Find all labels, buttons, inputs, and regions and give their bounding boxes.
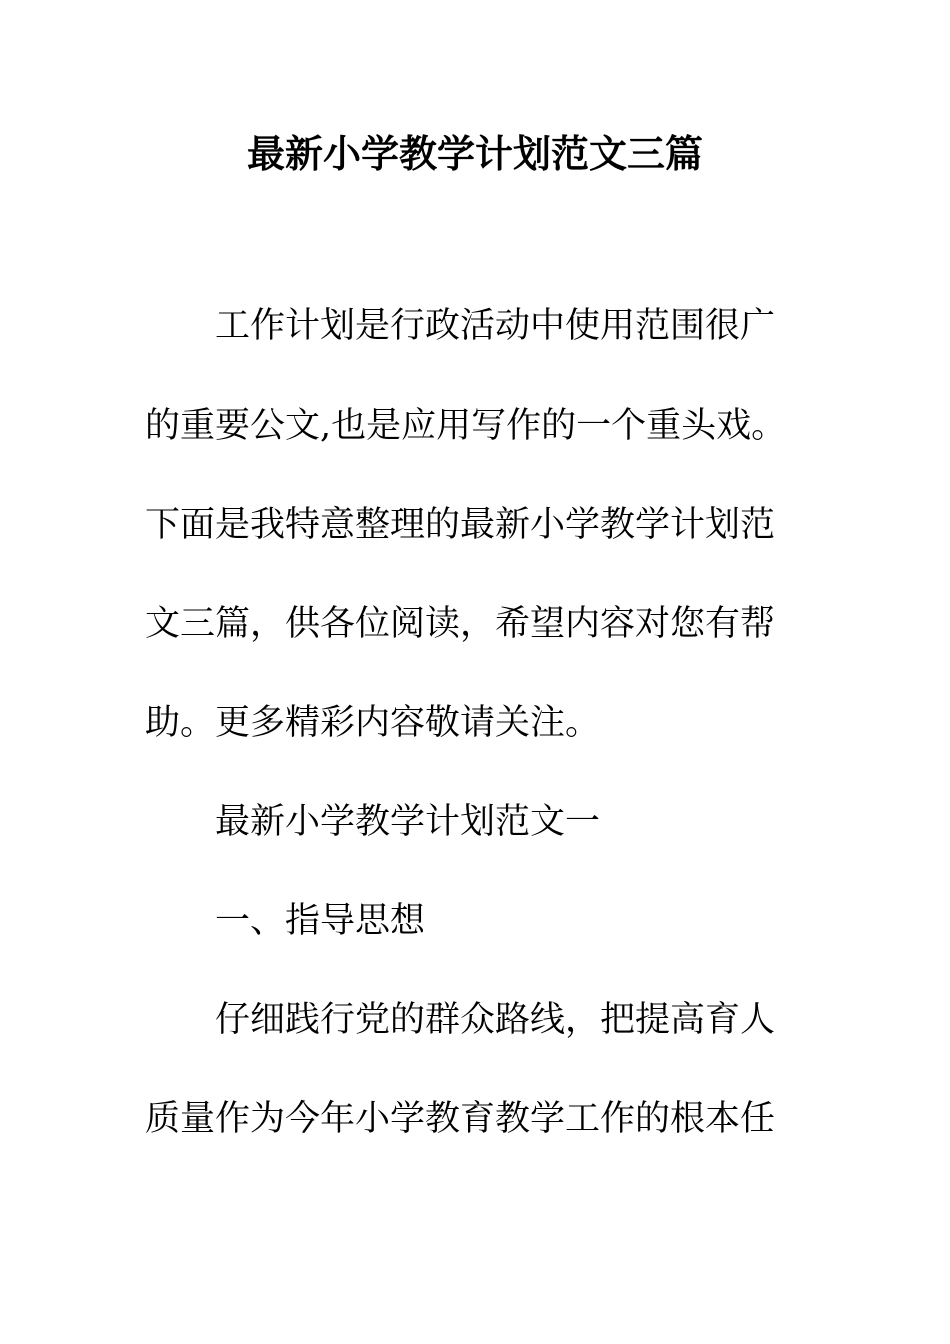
intro-line-1: 工作计划是行政活动中使用范围很广 bbox=[215, 306, 776, 346]
intro-line-5: 助。更多精彩内容敬请关注。 bbox=[145, 703, 601, 743]
intro-line-4: 文三篇，供各位阅读，希望内容对您有帮 bbox=[145, 604, 776, 644]
body-line-1: 仔细践行党的群众路线，把提高育人 bbox=[215, 1000, 776, 1040]
intro-line-2: 的重要公文,也是应用写作的一个重头戏。 bbox=[145, 406, 787, 446]
intro-line-3: 下面是我特意整理的最新小学教学计划范 bbox=[145, 505, 776, 545]
section-heading: 最新小学教学计划范文一 bbox=[215, 802, 601, 842]
document-title: 最新小学教学计划范文三篇 bbox=[246, 131, 703, 176]
subheading: 一、指导思想 bbox=[215, 901, 426, 941]
body-line-2: 质量作为今年小学教育教学工作的根本任 bbox=[145, 1099, 776, 1139]
